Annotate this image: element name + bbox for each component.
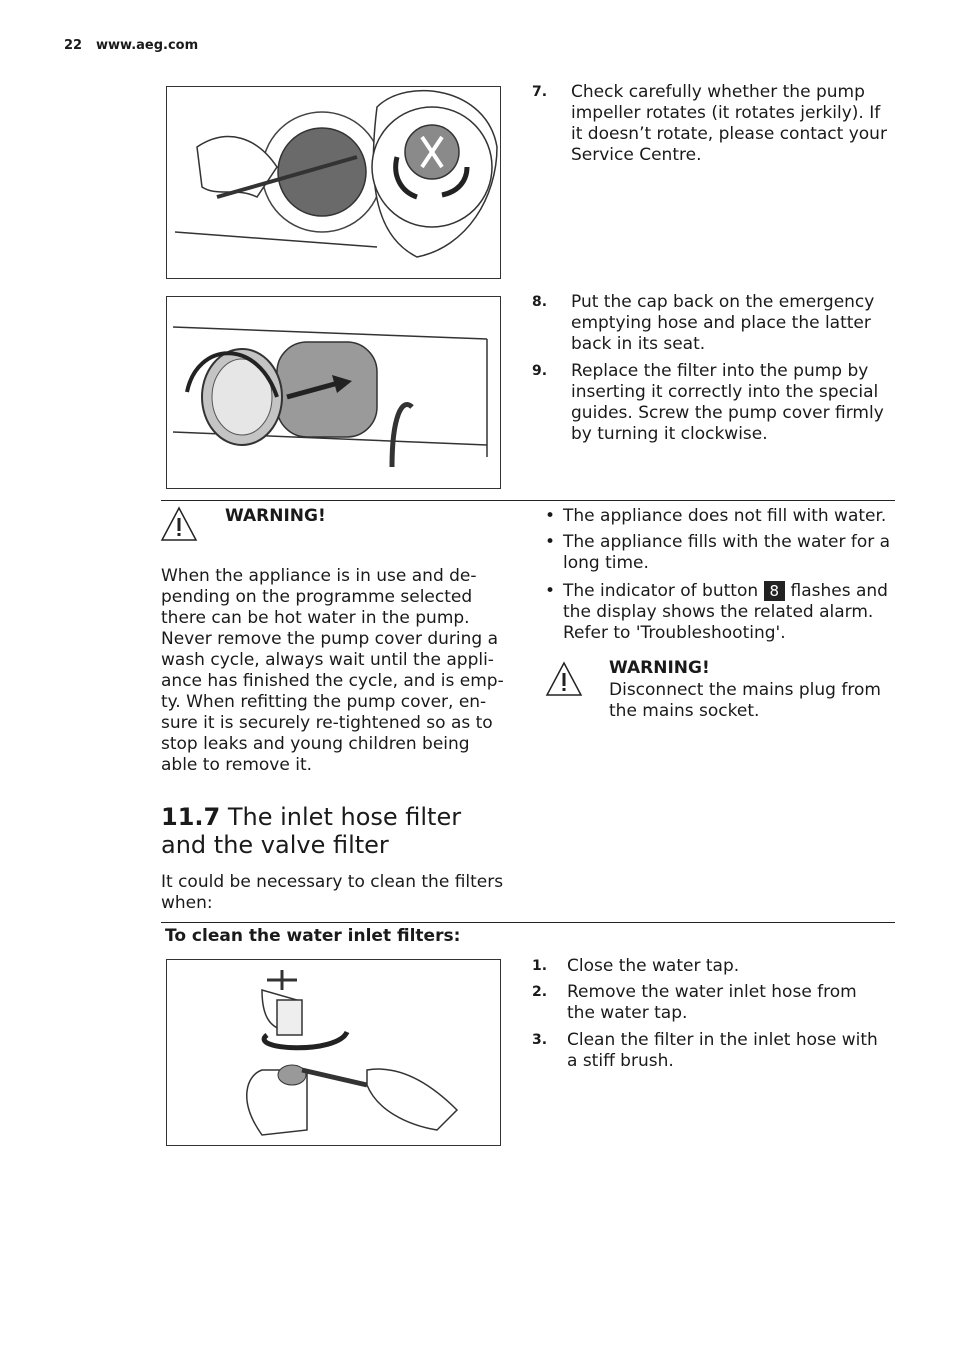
step-1 [532,956,892,978]
section-intro: It could be necessary to clean the filters when: [161,872,504,913]
bullet-dot: • [545,506,556,526]
bullet-text: The appliance does not fill with water. [563,506,887,526]
bullet-text [563,581,895,644]
bullet-dot: • [545,581,556,601]
subheading: To clean the water inlet filters: [165,926,461,946]
section-heading [161,803,506,859]
bullet-dot: • [545,532,556,552]
bullet-text-pre: The indicator of button [563,581,759,601]
figure-pump-impeller [166,86,501,279]
figure-inlet-filter-cleaning [166,959,501,1146]
section-number: 11.7 [161,803,221,831]
header-url: www.aeg.com [96,38,199,53]
section-divider [161,922,895,923]
step-7 [532,82,892,172]
button-number-badge: 8 [764,581,786,601]
pump-impeller-illustration [167,87,501,279]
step-text: Close the water tap. [567,956,740,976]
warning-text: When the appliance is in use and de-pending on the programme selected there can be hot water in the pump. Never remove the pump cover during a wash cycle, always wait until the appli-ance has finished the cycle, and is emp-ty. When refitting the pump cover, en-sure it is securely re-tightened so as to stop leaks and young children being able to remove it. [161,566,504,775]
step-number: 1. [532,958,548,974]
step-3 [532,1030,892,1074]
figure-pump-cover [166,296,501,489]
step-number: 8. [532,294,548,310]
warning-triangle-icon [545,661,583,697]
step-text: Clean the filter in the inlet hose with a stiff brush. [567,1030,878,1071]
warning-title: WARNING! [225,506,326,526]
bullet-text: The appliance fills with the water for a long time. [563,532,891,573]
bullet-item [545,506,895,528]
section-divider [161,500,895,501]
step-2 [532,982,892,1026]
step-number: 2. [532,984,548,1000]
step-number: 9. [532,363,548,379]
step-number: 3. [532,1032,548,1048]
step-text: Remove the water inlet hose from the water tap. [567,982,857,1023]
inlet-filter-illustration [167,960,501,1146]
step-9 [532,361,892,451]
step-text: Put the cap back on the emergency emptying hose and place the latter back in its seat. [571,292,875,354]
step-number: 7. [532,84,548,100]
bullet-text-post: flashes and the display shows the related alarm. Refer to 'Troubleshooting'. [563,581,888,643]
pump-cover-illustration [167,297,501,489]
warning-triangle-icon [160,506,198,542]
warning-title: WARNING! [609,658,710,678]
section-title: The inlet hose filter and the valve filter [161,803,462,859]
step-text: Check carefully whether the pump impeller rotates (it rotates jerkily). If it doesn’t rotate, please contact your Service Centre. [571,82,887,165]
step-text: Replace the filter into the pump by inserting it correctly into the special guides. Screw the pump cover firmly by turning it clockwise. [571,361,884,444]
bullet-item [545,581,895,647]
warning-text: Disconnect the mains plug from the mains socket. [609,680,881,721]
bullet-item [545,532,895,576]
page-number: 22 [64,38,83,53]
step-8 [532,292,892,358]
